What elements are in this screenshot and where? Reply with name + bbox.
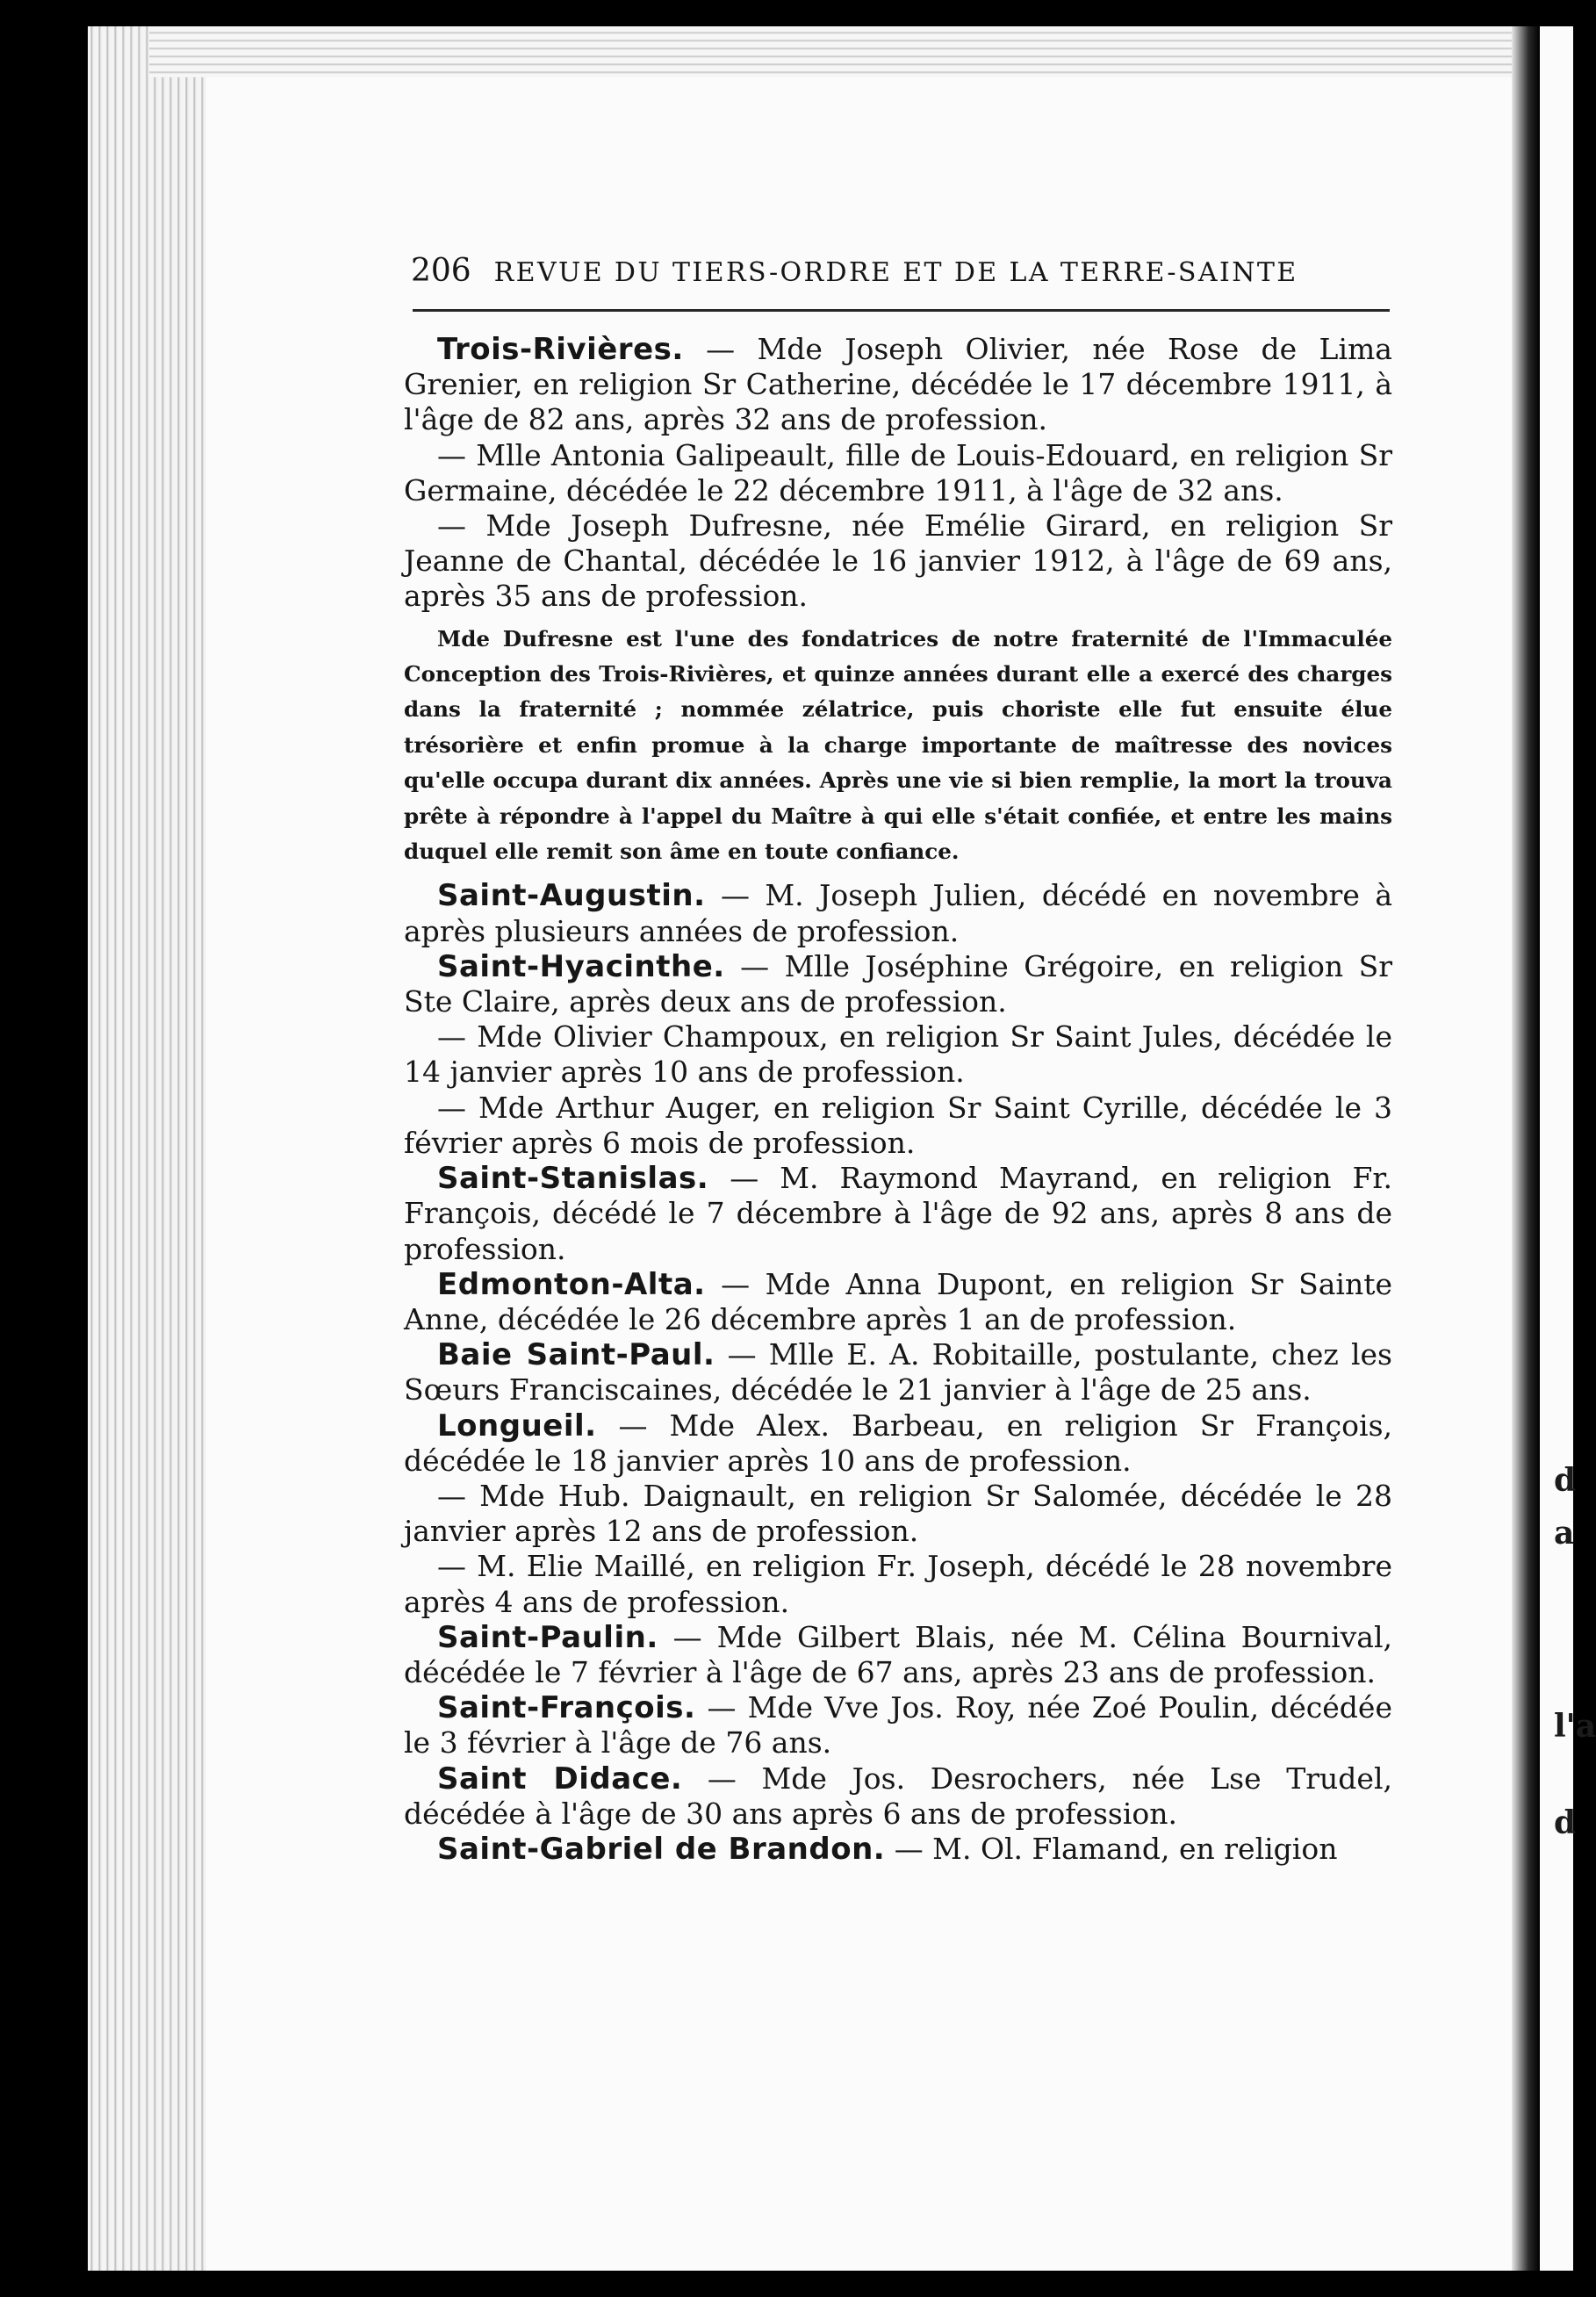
page-edges-left [88, 26, 206, 2271]
entry-text: — M. Elie Maillé, en religion Fr. Joseph, décédé le 28 novembre après 4 ans de profession. [404, 1549, 1392, 1619]
facing-page-letter: l'a [1554, 1708, 1596, 1745]
parish-entry [404, 1690, 1392, 1761]
parish-entry [404, 1408, 1392, 1479]
continuation-entry [404, 1479, 1392, 1549]
parish-name: Baie Saint-Paul. [437, 1337, 715, 1373]
entry-text: — Mde Jos. Desrochers, née Lse Trudel, décédée à l'âge de 30 ans après 6 ans de profession. [404, 1761, 1392, 1831]
parish-name: Saint-Stanislas. [437, 1161, 709, 1197]
parish-entry [404, 949, 1392, 1019]
parish-entry [404, 1620, 1392, 1690]
parish-name: Saint Didace. [437, 1761, 683, 1797]
parish-entry [404, 878, 1392, 948]
parish-name: Longueil. [437, 1408, 597, 1444]
page-edges-top [149, 26, 1528, 77]
continuation-entry [404, 438, 1392, 508]
parish-name: Saint-Gabriel de Brandon. [437, 1831, 886, 1867]
entry-text: — Mde Anna Dupont, en religion Sr Sainte Anne, décédée le 26 décembre après 1 an de profession. [404, 1266, 1392, 1336]
parish-name: Saint-François. [437, 1690, 696, 1726]
continuation-entry [404, 1549, 1392, 1619]
entry-text: — Mde Vve Jos. Roy, née Zoé Poulin, décédée le 3 février à l'âge de 76 ans. [404, 1690, 1392, 1761]
facing-page-letter: a [1554, 1515, 1575, 1552]
facing-page-edge [1540, 26, 1573, 2271]
entry-text: — M. Ol. Flamand, en religion [885, 1831, 1338, 1866]
book-gutter [1512, 26, 1540, 2271]
parish-entry [404, 332, 1392, 438]
entry-text: — Mde Arthur Auger, en religion Sr Saint Cyrille, décédée le 3 février après 6 mois de profession. [404, 1090, 1392, 1160]
parish-entry [404, 1337, 1392, 1408]
parish-name: Saint-Paulin. [437, 1619, 658, 1655]
entry-text: — Mlle E. A. Robitaille, postulante, chez les Sœurs Franciscaines, décédée le 21 janvier à l'âge de 25 ans. [404, 1337, 1392, 1408]
entry-text: — Mlle Joséphine Grégoire, en religion Sr Ste Claire, après deux ans de profession. [404, 948, 1392, 1019]
parish-entry [404, 1161, 1392, 1267]
running-title: REVUE DU TIERS-ORDRE ET DE LA TERRE-SAINTE [493, 257, 1298, 288]
entry-text: — Mlle Antonia Galipeault, fille de Louis-Edouard, en religion Sr Germaine, décédée le 22 décembre 1911, à l'âge de 32 ans. [404, 437, 1392, 508]
entry-text: — Mde Hub. Daignault, en religion Sr Salomée, décédée le 28 janvier après 12 ans de profession. [404, 1478, 1392, 1549]
entry-text: — Mde Olivier Champoux, en religion Sr Saint Jules, décédée le 14 janvier après 10 ans de profession. [404, 1019, 1392, 1090]
parish-name: Trois-Rivières. [437, 332, 684, 367]
obituary-list [404, 332, 1392, 1867]
entry-text: — Mde Joseph Dufresne, née Emélie Girard, en religion Sr Jeanne de Chantal, décédée le 16 janvier 1912, à l'âge de 69 ans, après 35 ans de profession. [404, 508, 1392, 614]
parish-entry [404, 1832, 1392, 1867]
entry-text: — M. Raymond Mayrand, en religion Fr. François, décédé le 7 décembre à l'âge de 92 ans, après 8 ans de profession. [404, 1161, 1392, 1266]
entry-text: — M. Joseph Julien, décédé en novembre à après plusieurs années de profession. [404, 878, 1392, 948]
parish-name: Saint-Hyacinthe. [437, 948, 725, 984]
parish-name: Edmonton-Alta. [437, 1266, 706, 1302]
parish-entry [404, 1761, 1392, 1832]
continuation-entry [404, 1091, 1392, 1161]
entry-text: — Mde Gilbert Blais, née M. Célina Bournival, décédée le 7 février à l'âge de 67 ans, après 23 ans de profession. [404, 1619, 1392, 1689]
biographical-note: Mde Dufresne est l'une des fondatrices de notre fraternité de l'Immaculée Conception des Trois-Rivières, et quinze années durant elle a exercé des charges dans la fraternité ; nommée zélatrice, puis choriste elle fut ensuite élue trésorière et enfin promue à la charge importante de maîtresse des novices qu'elle occupa durant dix années. Après une vie si bien remplie, la mort la trouva prête à répondre à l'appel du Maître à qui elle s'était confiée, et entre les mains duquel elle remit son âme en toute confiance. [404, 625, 1392, 865]
entry-text: — Mde Alex. Barbeau, en religion Sr François, décédée le 18 janvier après 10 ans de profession. [404, 1408, 1392, 1478]
continuation-entry [404, 508, 1392, 615]
parish-entry [404, 1267, 1392, 1337]
parish-name: Saint-Augustin. [437, 878, 706, 914]
facing-page-letter: d [1554, 1804, 1577, 1841]
page-number: 206 [411, 253, 471, 289]
running-header [411, 253, 1390, 297]
entry-text: — Mde Joseph Olivier, née Rose de Lima Grenier, en religion Sr Catherine, décédée le 17 décembre 1911, à l'âge de 82 ans, après 32 ans de profession. [404, 332, 1392, 437]
facing-page-letter: d [1554, 1462, 1577, 1499]
continuation-entry [404, 1019, 1392, 1090]
header-rule [413, 309, 1390, 312]
